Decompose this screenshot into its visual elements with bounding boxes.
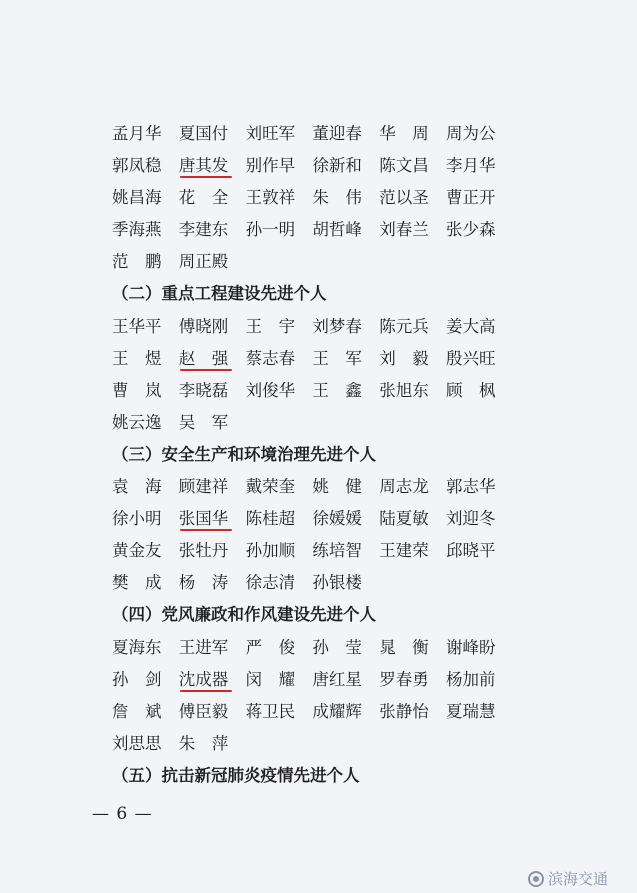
person-name: 晁 衡: [379, 637, 429, 657]
section-heading: （三）安全生产和环境治理先进个人: [112, 444, 376, 464]
person-name: 姚昌海: [112, 188, 162, 208]
person-name: 胡哲峰: [312, 220, 362, 240]
wechat-logo-icon: [528, 871, 544, 887]
underlined-name: 张国华: [179, 503, 246, 535]
underlined-name: 唐其发: [179, 150, 246, 182]
person-name: 唐红星: [312, 669, 362, 689]
name-row: [112, 535, 512, 567]
person-name: 王 煜: [112, 348, 162, 368]
underlined-name: 沈成器: [179, 664, 246, 696]
person-name: 袁 海: [112, 477, 162, 497]
name-row: [112, 343, 512, 375]
name-row: [112, 664, 512, 696]
person-name: 王 宇: [245, 316, 296, 336]
name-row: [112, 150, 512, 182]
person-name: 殷兴旺: [445, 348, 496, 368]
person-name: 季海燕: [112, 220, 162, 240]
name-row: [112, 632, 512, 664]
person-name: 李月华: [445, 156, 496, 176]
person-name: 王进军: [178, 637, 229, 657]
person-name: 范 鹏: [112, 252, 162, 272]
person-name: 张牡丹: [178, 541, 229, 561]
person-name: 顾 枫: [445, 380, 496, 400]
person-name: 严 俊: [245, 637, 296, 657]
underlined-name: 赵 强: [179, 343, 246, 375]
person-name: 黄金友: [112, 541, 162, 561]
person-name: 周为公: [445, 124, 496, 143]
person-name: 陈桂超: [245, 509, 296, 529]
person-name: 刘 毅: [379, 348, 429, 368]
person-name: 闵 耀: [245, 669, 296, 689]
person-name: 杨 涛: [178, 573, 229, 593]
section-heading: （二）重点工程建设先进个人: [112, 284, 327, 304]
person-name: 王敦祥: [245, 188, 296, 208]
person-name: 李晓磊: [178, 380, 229, 400]
person-name: 周正殿: [178, 252, 229, 272]
person-name: 杨加前: [445, 669, 496, 689]
name-row: [112, 728, 512, 760]
person-name: 夏国付: [178, 124, 229, 143]
person-name: 徐媛媛: [312, 509, 362, 529]
name-list: [112, 118, 512, 792]
person-name: 朱 萍: [178, 733, 229, 753]
person-name: 王华平: [112, 316, 162, 336]
name-row: [112, 471, 512, 503]
person-name: 姚云逸: [112, 412, 162, 432]
section-heading: （四）党风廉政和作风建设先进个人: [112, 605, 376, 625]
person-name: 陆夏敏: [379, 509, 429, 529]
person-name: 陈元兵: [379, 316, 429, 336]
name-row: [112, 246, 512, 278]
person-name: 孙一明: [245, 220, 296, 240]
person-name: 顾建祥: [178, 477, 229, 497]
person-name: 姚 健: [312, 477, 362, 497]
person-name: 刘思思: [112, 733, 162, 753]
person-name: 吴 军: [178, 412, 229, 432]
person-name: 谢峰盼: [445, 637, 496, 657]
person-name: 徐小明: [112, 509, 162, 529]
person-name: 王 军: [312, 348, 362, 368]
person-name: 董迎春: [312, 124, 362, 143]
person-name: 邱晓平: [445, 541, 496, 561]
person-name: 周志龙: [379, 477, 429, 497]
person-name: 花 全: [178, 188, 229, 208]
person-name: 刘旺军: [245, 124, 296, 143]
person-name: 傅晓刚: [178, 316, 229, 336]
name-row: [112, 214, 512, 246]
person-name: 蒋卫民: [245, 701, 296, 721]
person-name: 练培智: [312, 541, 362, 561]
name-row: [112, 375, 512, 407]
person-name: 刘梦春: [312, 316, 362, 336]
person-name: 曹 岚: [112, 380, 162, 400]
watermark-text: 滨海交通: [548, 870, 609, 888]
person-name: 郭志华: [445, 477, 496, 497]
person-name: 别作早: [245, 156, 296, 176]
person-name: 樊 成: [112, 573, 162, 593]
person-name: 张静怡: [379, 701, 429, 721]
name-row: [112, 118, 512, 150]
person-name: 孙加顺: [245, 541, 296, 561]
person-name: 成耀辉: [312, 701, 362, 721]
person-name: 陈文昌: [379, 156, 429, 176]
person-name: 孙 莹: [312, 637, 362, 657]
person-name: 范以圣: [379, 188, 429, 208]
person-name: 张旭东: [379, 380, 429, 400]
name-row: [112, 567, 512, 599]
person-name: 徐志清: [245, 573, 296, 593]
section-heading: （五）抗击新冠肺炎疫情先进个人: [112, 765, 360, 785]
person-name: 孟月华: [112, 124, 162, 143]
person-name: 徐新和: [312, 156, 362, 176]
person-name: 詹 斌: [112, 701, 162, 721]
person-name: 华 周: [379, 124, 429, 143]
person-name: 姜大高: [445, 316, 496, 336]
person-name: 刘俊华: [245, 380, 296, 400]
person-name: 孙 剑: [112, 669, 162, 689]
person-name: 李建东: [178, 220, 229, 240]
page-number: — 6 —: [92, 804, 153, 824]
person-name: 夏瑞慧: [445, 701, 496, 721]
name-row: [112, 407, 512, 439]
person-name: 王建荣: [379, 541, 429, 561]
person-name: 张少森: [445, 220, 496, 240]
person-name: 傅臣毅: [178, 701, 229, 721]
person-name: 戴荣奎: [245, 477, 296, 497]
name-row: [112, 182, 512, 214]
person-name: 夏海东: [112, 637, 162, 657]
watermark: [528, 868, 608, 889]
person-name: 蔡志春: [245, 348, 296, 368]
name-row: [112, 503, 512, 535]
person-name: 王 鑫: [312, 380, 362, 400]
person-name: 刘迎冬: [445, 509, 496, 529]
name-row: [112, 311, 512, 343]
person-name: 罗春勇: [379, 669, 429, 689]
person-name: 曹正开: [445, 188, 496, 208]
person-name: 刘春兰: [379, 220, 429, 240]
person-name: 朱 伟: [312, 188, 362, 208]
name-row: [112, 696, 512, 728]
person-name: 孙银楼: [312, 573, 362, 593]
person-name: 郭凤稳: [112, 156, 162, 176]
